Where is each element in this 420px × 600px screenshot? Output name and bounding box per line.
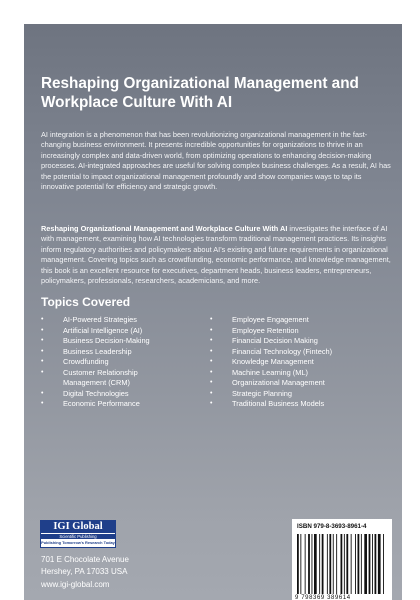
topic-item: • Organizational Management [210, 378, 325, 387]
topic-item: • Strategic Planning [210, 388, 292, 398]
bullet-icon: • [210, 368, 213, 376]
topic-item: • Financial Technology (Fintech) [210, 346, 333, 356]
topic-item: • Financial Decision Making [210, 336, 318, 345]
bullet-icon: • [210, 347, 213, 355]
topic-item: • Knowledge Management [210, 357, 314, 366]
bullet-icon: • [41, 316, 44, 323]
logo-name: IGI Global [41, 521, 115, 533]
topic-item: • Employee Retention [210, 325, 299, 335]
address-line-2: Hershey, PA 17033 USA [41, 567, 128, 577]
topic-item: • Economic Performance [41, 399, 140, 408]
topic-item: • Business Decision-Making [41, 336, 150, 345]
bullet-icon: • [210, 316, 213, 323]
topic-item: • Digital Technologies [41, 388, 129, 398]
publisher-address [41, 554, 129, 591]
bullet-icon: • [41, 358, 44, 365]
bullet-icon: • [210, 400, 213, 407]
logo-subtitle: Scientific Publishing [41, 533, 115, 539]
topics-heading: Topics Covered [41, 295, 131, 309]
bullet-icon: • [210, 337, 213, 344]
logo-tagline: Publishing Tomorrow's Research Today [41, 540, 115, 545]
topics-list-left [41, 315, 211, 410]
description-paragraph [41, 224, 391, 286]
publisher-website: www.igi-global.com [41, 579, 110, 589]
topic-item: • AI-Powered Strategies [41, 315, 137, 324]
isbn-label: ISBN 979-8-3693-8961-4 [297, 523, 367, 530]
igi-global-logo [40, 520, 116, 548]
topic-item: • Machine Learning (ML) [210, 367, 308, 377]
bullet-icon: • [210, 326, 213, 334]
bullet-icon: • [41, 368, 44, 376]
description-book-title: Reshaping Organizational Management and Workplace Culture With AI [41, 224, 288, 233]
book-title: Reshaping Organizational Management and Workplace Culture With AI [41, 75, 359, 111]
bullet-icon: • [41, 337, 44, 344]
bullet-icon: • [210, 389, 213, 397]
bullet-icon: • [41, 326, 44, 334]
address-line-1: 701 E Chocolate Avenue [41, 555, 129, 564]
intro-paragraph: AI integration is a phenomenon that has been revolutionizing organizational management in the fast-changing business environment. It presents incredible opportunities for organizations to thrive in an increasingly complex and data-driven world, from optimizing operations to enhancing decision-making processes. AI-integrated approaches are useful for solving complex business challenges. As a result, AI has the potential to impact organizational management profoundly and show companies ways to tap its innovative potential for efficiency and strategic growth. [41, 130, 391, 192]
topic-item: • Customer Relationship Management (CRM) [41, 367, 138, 387]
topic-item: • Artificial Intelligence (AI) [41, 325, 143, 335]
topics-list-right [210, 315, 380, 410]
bullet-icon: • [41, 347, 44, 355]
back-cover-panel [24, 24, 402, 600]
topic-item: • Business Leadership [41, 346, 132, 356]
topic-item: • Traditional Business Models [210, 399, 325, 408]
barcode-icon [297, 534, 387, 594]
bullet-icon: • [210, 358, 213, 365]
topic-item: • Crowdfunding [41, 357, 109, 366]
description-text: investigates the interface of AI with management, examining how AI technologies transform traditional management practices. Its insights inform regulatory authorities and policymakers about AI's existing and future requirements in organizational management. Covering topics such as crowdfunding, economic performance, and knowledge management, this book is an excellent resource for executives, department heads, business leaders, entrepreneurs, policymakers, professionals, researchers, academicians, and more. [41, 224, 391, 286]
bullet-icon: • [210, 379, 213, 386]
barcode-number: 9 798369 389614 [295, 595, 351, 600]
bullet-icon: • [41, 389, 44, 397]
topic-item: • Employee Engagement [210, 315, 309, 324]
bullet-icon: • [41, 400, 44, 407]
isbn-barcode-box [292, 519, 392, 600]
